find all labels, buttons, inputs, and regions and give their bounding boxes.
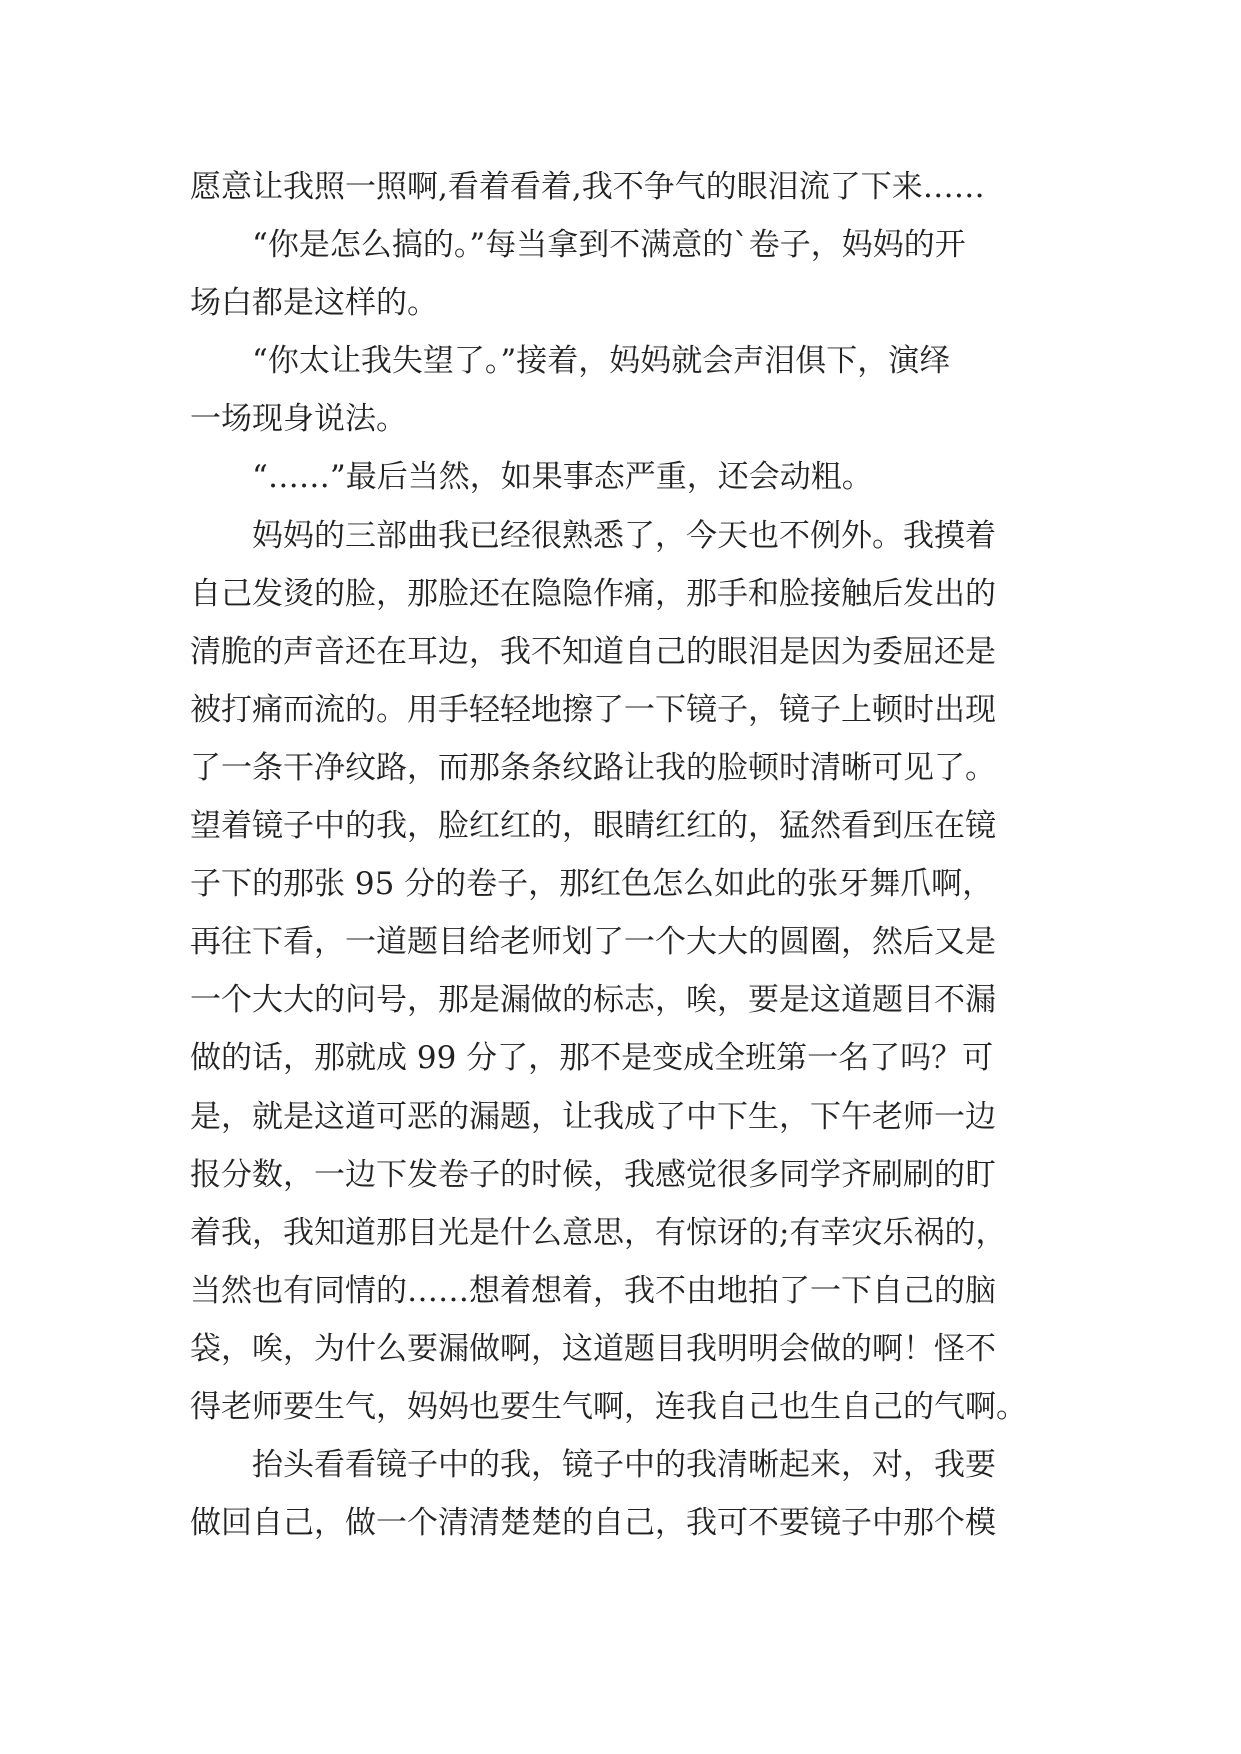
text-line: 妈妈的三部曲我已经很熟悉了，今天也不例外。我摸着	[190, 517, 996, 554]
text-line: “你是怎么搞的。”每当拿到不满意的`卷子，妈妈的开	[190, 227, 966, 264]
text-line: 抬头看看镜子中的我，镜子中的我清晰起来，对，我要	[190, 1447, 996, 1484]
text-line: “……”最后当然，如果事态严重，还会动粗。	[190, 459, 873, 496]
text-line: 愿意让我照一照啊,看着看着,我不争气的眼泪流了下来……	[190, 169, 985, 205]
text-line: 自己发烫的脸，那脸还在隐隐作痛，那手和脸接触后发出的	[190, 575, 996, 612]
text-line: 被打痛而流的。用手轻轻地擦了一下镜子，镜子上顿时出现	[190, 691, 996, 728]
text-line: 做回自己，做一个清清楚楚的自己，我可不要镜子中那个模	[190, 1505, 996, 1542]
text-line: 一场现身说法。	[190, 401, 407, 438]
text-line: 袋，唉，为什么要漏做啊，这道题目我明明会做的啊！怪不	[190, 1330, 996, 1367]
text-line: 是，就是这道可恶的漏题，让我成了中下生，下午老师一边	[190, 1098, 996, 1135]
text-line: 当然也有同情的……想着想着，我不由地拍了一下自己的脑	[190, 1272, 996, 1309]
text-line: 做的话，那就成 99 分了，那不是变成全班第一名了吗？可	[190, 1040, 994, 1077]
text-line: “你太让我失望了。”接着，妈妈就会声泪俱下，演绎	[190, 343, 951, 380]
text-line: 一个大大的问号，那是漏做的标志，唉，要是这道题目不漏	[190, 982, 996, 1019]
text-line: 望着镜子中的我，脸红红的，眼睛红红的，猛然看到压在镜	[190, 808, 996, 845]
document-body	[190, 158, 1060, 1552]
text-line: 得老师要生气，妈妈也要生气啊，连我自己也生自己的气啊。	[190, 1388, 1027, 1425]
text-line: 场白都是这样的。	[190, 285, 438, 322]
text-line: 了一条干净纹路，而那条条纹路让我的脸顿时清晰可见了。	[190, 749, 996, 786]
text-line: 着我，我知道那目光是什么意思，有惊讶的;有幸灾乐祸的，	[190, 1214, 1007, 1251]
text-line: 报分数，一边下发卷子的时候，我感觉很多同学齐刷刷的盯	[190, 1156, 996, 1193]
text-line: 再往下看，一道题目给老师划了一个大大的圆圈，然后又是	[190, 924, 996, 961]
text-line: 清脆的声音还在耳边，我不知道自己的眼泪是因为委屈还是	[190, 633, 996, 670]
text-line: 子下的那张 95 分的卷子，那红色怎么如此的张牙舞爪啊，	[190, 866, 994, 903]
